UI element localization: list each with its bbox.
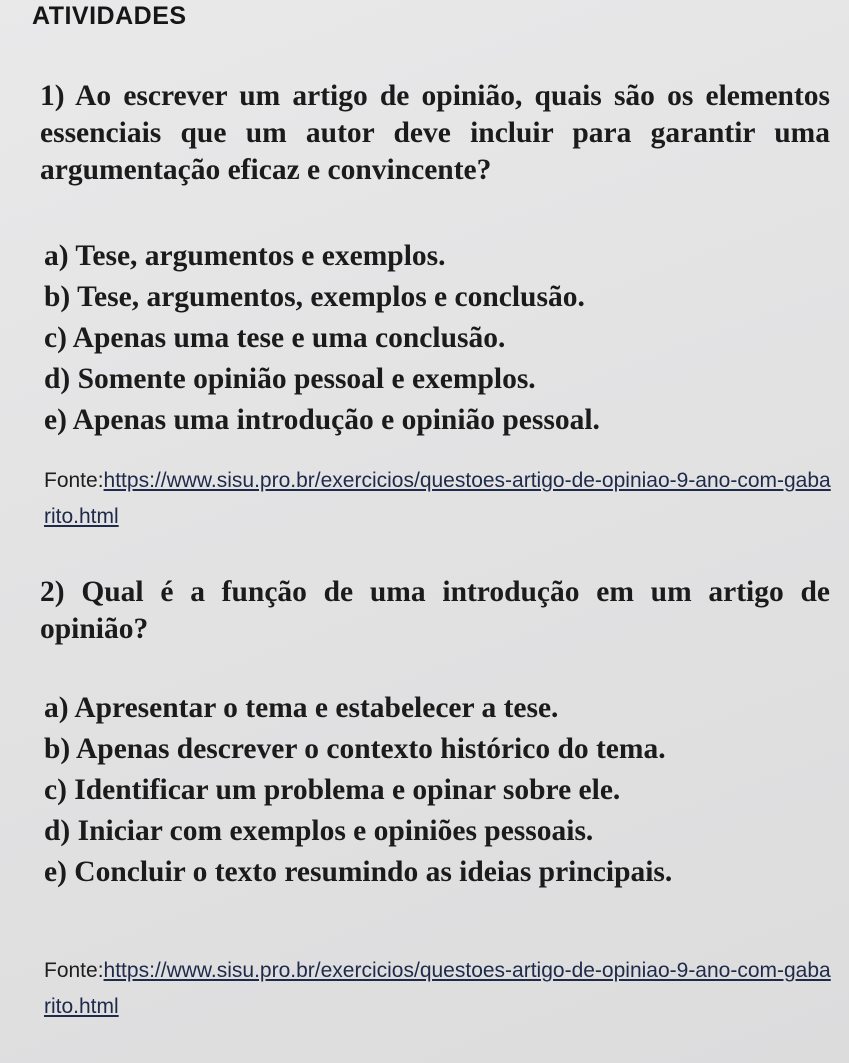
source-link[interactable]: https://www.sisu.pro.br/exercicios/questoes-artigo-de-opiniao-9-ano-com-gabarito.html xyxy=(44,469,831,528)
source-link[interactable]: https://www.sisu.pro.br/exercicios/questoes-artigo-de-opiniao-9-ano-com-gabarito.html xyxy=(44,959,831,1018)
question-1-option-e: e) Apenas uma introdução e opinião pessoal. xyxy=(44,404,600,436)
question-2-option-d: d) Iniciar com exemplos e opiniões pessoais. xyxy=(44,815,594,847)
source-label: Fonte: xyxy=(44,469,104,492)
question-1-option-a: a) Tese, argumentos e exemplos. xyxy=(44,240,446,272)
question-2-option-b: b) Apenas descrever o contexto histórico do tema. xyxy=(44,733,666,765)
question-2-options xyxy=(44,688,834,893)
question-1-options xyxy=(44,236,834,441)
question-1-source xyxy=(44,463,834,535)
question-2-text: 2) Qual é a função de uma introdução em um artigo de opinião? xyxy=(40,576,830,645)
question-1-option-d: d) Somente opinião pessoal e exemplos. xyxy=(44,363,536,395)
source-label: Fonte: xyxy=(44,959,104,982)
question-2-option-c: c) Identificar um problema e opinar sobre ele. xyxy=(44,774,621,806)
page-title: ATIVIDADES xyxy=(32,2,187,30)
question-2-option-e: e) Concluir o texto resumindo as ideias principais. xyxy=(44,856,673,888)
question-1-text: 1) Ao escrever um artigo de opinião, quais são os elementos essenciais que um autor deve incluir para garantir uma argumentação eficaz e convincente? xyxy=(40,80,830,186)
question-2-option-a: a) Apresentar o tema e estabelecer a tese. xyxy=(44,692,559,724)
question-1-option-b: b) Tese, argumentos, exemplos e conclusão. xyxy=(44,281,585,313)
question-1-option-c: c) Apenas uma tese e uma conclusão. xyxy=(44,322,506,354)
question-2-source xyxy=(44,953,834,1025)
